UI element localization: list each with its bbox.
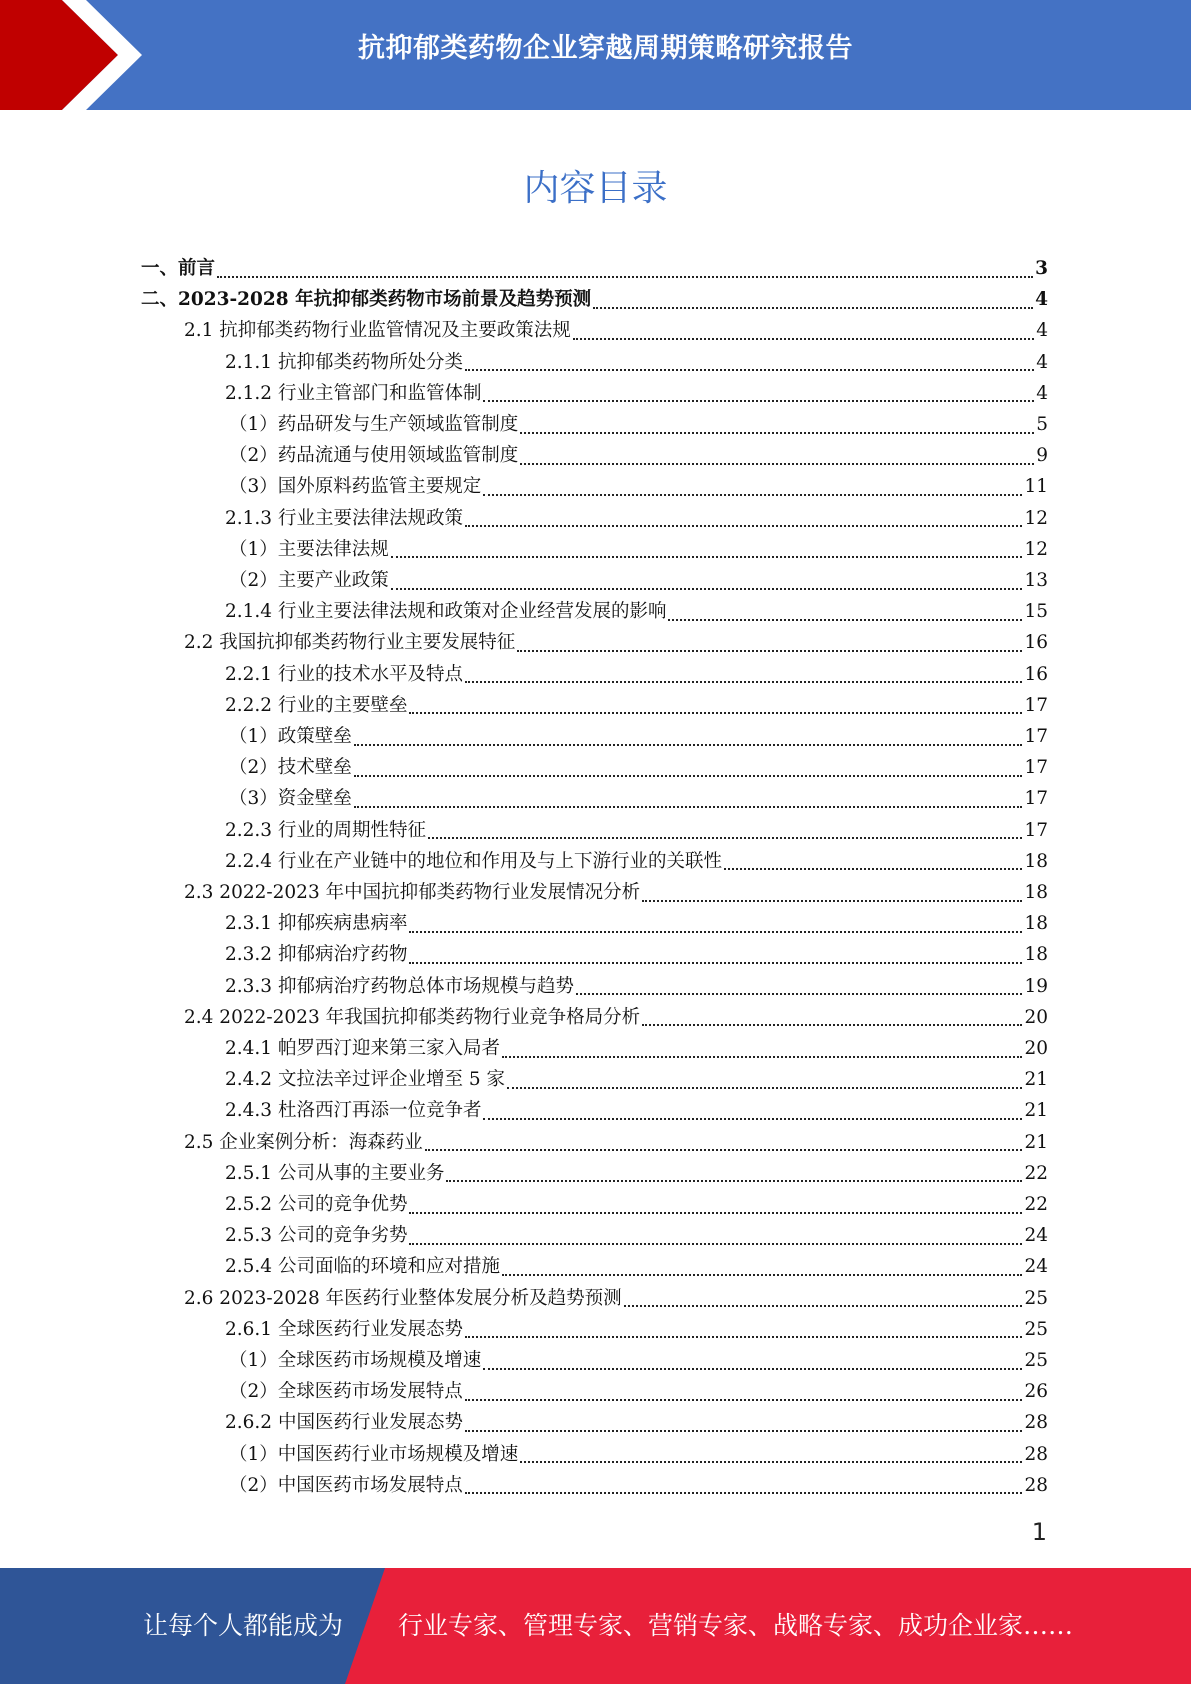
toc-leader-dots [465,369,1034,371]
toc-entry-text: 2.5.2 公司的竞争优势 [225,1194,408,1215]
toc-entry-text: 2.6.2 中国医药行业发展态势 [225,1412,463,1434]
toc-entry-page: 18 [1024,913,1048,935]
toc-entry-page: 18 [1024,850,1048,872]
toc-entry[interactable] [141,253,1048,284]
toc-entry[interactable] [225,690,1048,721]
toc-entry[interactable] [184,627,1048,658]
toc-entry[interactable] [229,409,1048,440]
toc-entry-text: 2.2 我国抗抑郁类药物行业主要发展特征 [184,632,516,654]
toc-entry-text: （2）全球医药市场发展特点 [229,1381,463,1403]
toc-entry-text: （2）药品流通与使用领域监管制度 [229,445,519,467]
toc-entry-text: （2）主要产业政策 [229,570,389,591]
toc-entry-page: 20 [1024,1038,1048,1059]
footer-slogan-right: 行业专家、管理专家、营销专家、战略专家、成功企业家…… [398,1611,1074,1640]
toc-leader-dots [483,400,1034,402]
toc-entry-page: 26 [1024,1381,1048,1403]
toc-leader-dots [520,432,1034,434]
toc-entry-page: 18 [1024,882,1048,903]
toc-leader-dots [465,1430,1022,1432]
toc-leader-dots [409,962,1022,964]
toc-entry-page: 28 [1024,1412,1048,1434]
toc-entry-page: 24 [1024,1256,1048,1278]
toc-entry[interactable] [225,596,1048,627]
toc-entry-text: 2.2.2 行业的主要壁垒 [225,694,408,716]
toc-entry-page: 21 [1024,1131,1048,1153]
toc-entry-page: 15 [1024,601,1048,623]
toc-entry[interactable] [184,877,1048,908]
toc-leader-dots [425,1149,1023,1151]
toc-leader-dots [483,1368,1022,1370]
toc-entry[interactable] [225,503,1048,534]
toc-leader-dots [354,806,1023,808]
toc-entry-page: 17 [1024,788,1048,810]
toc-entry[interactable] [225,846,1048,877]
toc-entry-page: 3 [1035,258,1048,279]
toc-entry[interactable] [229,1376,1048,1407]
toc-entry[interactable] [184,1127,1048,1158]
toc-entry-page: 4 [1036,320,1048,342]
toc-entry-text: 2.3.3 抑郁病治疗药物总体市场规模与趋势 [225,975,574,997]
toc-entry-page: 11 [1024,476,1048,498]
toc-leader-dots [409,712,1022,714]
toc-entry-page: 21 [1024,1100,1048,1122]
toc-entry-text: 2.6 2023-2028 年医药行业整体发展分析及趋势预测 [184,1287,622,1309]
toc-entry[interactable] [225,1095,1048,1126]
toc-leader-dots [465,1336,1022,1338]
toc-entry-text: 一、前言 [141,258,216,279]
toc-entry-text: 2.4 2022-2023 年我国抗抑郁类药物行业竞争格局分析 [184,1006,641,1028]
toc-entry[interactable] [225,1189,1048,1220]
toc-leader-dots [724,868,1022,870]
toc-entry-page: 19 [1024,975,1048,997]
toc-entry-page: 22 [1024,1162,1048,1184]
toc-entry[interactable] [229,1470,1048,1501]
toc-leader-dots [409,1243,1022,1245]
toc-leader-dots [409,1212,1022,1214]
toc-entry-text: （1）主要法律法规 [229,538,389,560]
toc-leader-dots [668,619,1022,621]
toc-entry-page: 28 [1024,1474,1048,1496]
toc-entry-text: 2.5.3 公司的竞争劣势 [225,1225,408,1247]
page-header [0,0,1191,110]
toc-entry-text: 2.1.1 抗抑郁类药物所处分类 [225,351,463,373]
toc-entry-page: 22 [1024,1194,1048,1215]
toc-entry[interactable] [225,378,1048,409]
toc-entry[interactable] [225,971,1048,1002]
toc-leader-dots [517,650,1022,652]
toc-leader-dots [391,556,1023,558]
toc-leader-dots [502,1274,1022,1276]
toc-leader-dots [576,993,1022,995]
toc-leader-dots [217,276,1033,278]
toc-leader-dots [624,1305,1023,1307]
toc-entry[interactable] [229,1345,1048,1376]
toc-entry-page: 25 [1024,1318,1048,1340]
toc-entry[interactable] [225,1314,1048,1345]
toc-entry-text: 2.1.3 行业主要法律法规政策 [225,507,463,529]
toc-entry[interactable] [225,1158,1048,1189]
toc-entry[interactable] [225,1220,1048,1251]
toc-entry[interactable] [229,721,1048,752]
toc-entry[interactable] [229,471,1048,502]
toc-entry[interactable] [184,1283,1048,1314]
toc-entry[interactable] [184,315,1048,346]
toc-leader-dots [446,1180,1022,1182]
toc-leader-dots [642,1024,1022,1026]
toc-entry-text: （3）资金壁垒 [229,788,352,810]
toc-entry-page: 17 [1024,726,1048,747]
toc-entry-page: 12 [1024,507,1048,529]
toc-entry-page: 17 [1024,819,1048,841]
toc-entry[interactable] [229,783,1048,814]
toc-entry[interactable] [225,1251,1048,1282]
toc-entry-page: 4 [1036,351,1048,373]
toc-entry[interactable] [229,440,1048,471]
toc-entry-page: 18 [1024,944,1048,966]
toc-leader-dots [502,1056,1022,1058]
toc-entry-text: 2.5 企业案例分析：海森药业 [184,1131,423,1153]
toc-leader-dots [593,307,1033,309]
toc-entry-page: 17 [1024,757,1048,779]
toc-entry-text: 2.1 抗抑郁类药物行业监管情况及主要政策法规 [184,320,571,342]
toc-entry[interactable] [225,815,1048,846]
toc-entry-text: 2.3 2022-2023 年中国抗抑郁类药物行业发展情况分析 [184,882,641,903]
toc-entry-page: 25 [1024,1350,1048,1371]
page-number: 1 [1031,1518,1047,1546]
toc-entry-text: 2.3.2 抑郁病治疗药物 [225,944,408,966]
toc-entry[interactable] [225,347,1048,378]
toc-entry-text: （1）药品研发与生产领域监管制度 [229,414,519,435]
toc-entry[interactable] [184,1002,1048,1033]
toc-entry-text: 2.2.4 行业在产业链中的地位和作用及与上下游行业的关联性 [225,850,722,872]
toc-entry-page: 24 [1024,1225,1048,1247]
toc-leader-dots [520,1461,1022,1463]
toc-entry[interactable] [225,659,1048,690]
toc-entry[interactable] [229,1439,1048,1470]
toc-entry-text: 2.2.3 行业的周期性特征 [225,819,426,841]
toc-title: 内容目录 [523,168,668,209]
toc-entry-page: 4 [1036,382,1048,404]
toc-entry-text: （2）技术壁垒 [229,757,352,779]
toc-leader-dots [465,525,1022,527]
toc-entry-text: （2）中国医药市场发展特点 [229,1474,463,1496]
toc-leader-dots [642,900,1022,902]
toc-entry-text: 2.4.2 文拉法辛过评企业增至 5 家 [225,1069,505,1091]
toc-entry[interactable] [141,284,1048,315]
footer-slogan-left: 让每个人都能成为 [143,1611,344,1640]
toc-entry-page: 25 [1024,1287,1048,1309]
toc-entry-page: 9 [1036,445,1048,467]
toc-leader-dots [507,1087,1022,1089]
page-footer [0,1568,1191,1684]
toc-entry-page: 28 [1024,1443,1048,1465]
toc-entry-text: 2.4.3 杜洛西汀再添一位竞争者 [225,1100,482,1122]
toc-entry-page: 21 [1024,1069,1048,1091]
toc-entry[interactable] [225,908,1048,939]
toc-entry-text: 2.6.1 全球医药行业发展态势 [225,1318,463,1340]
toc-leader-dots [573,338,1034,340]
toc-leader-dots [520,463,1034,465]
toc-entry-text: 2.1.2 行业主管部门和监管体制 [225,382,482,404]
toc-leader-dots [483,494,1022,496]
toc-entry-text: 2.5.4 公司面临的环境和应对措施 [225,1256,500,1278]
toc-entry[interactable] [225,1064,1048,1095]
toc-leader-dots [465,681,1022,683]
toc-leader-dots [409,931,1022,933]
toc-entry-text: 2.2.1 行业的技术水平及特点 [225,663,463,685]
toc-leader-dots [354,744,1023,746]
toc-entry-page: 16 [1024,632,1048,654]
toc-leader-dots [465,1492,1023,1494]
toc-leader-dots [483,1118,1022,1120]
report-title: 抗抑郁类药物企业穿越周期策略研究报告 [358,33,853,64]
toc-entry-page: 20 [1024,1006,1048,1028]
toc-entry[interactable] [225,939,1048,970]
toc-leader-dots [354,775,1023,777]
toc-entry-text: 2.4.1 帕罗西汀迎来第三家入局者 [225,1038,500,1059]
toc-leader-dots [465,1399,1023,1401]
toc-entry[interactable] [229,752,1048,783]
toc-entry-text: 2.1.4 行业主要法律法规和政策对企业经营发展的影响 [225,601,667,623]
toc-entry-text: 2.3.1 抑郁疾病患病率 [225,913,408,935]
toc-entry-text: 2.5.1 公司从事的主要业务 [225,1162,445,1184]
toc-leader-dots [428,837,1022,839]
toc-entry[interactable] [225,1033,1048,1064]
toc-entry-text: （1）中国医药行业市场规模及增速 [229,1443,519,1465]
toc-entry[interactable] [225,1407,1048,1438]
toc-entry[interactable] [229,534,1048,565]
toc-entry-page: 16 [1024,663,1048,685]
toc-entry-page: 4 [1035,289,1048,311]
toc-entry-page: 17 [1024,694,1048,716]
toc-entry-page: 13 [1024,570,1048,591]
toc-leader-dots [391,588,1023,590]
toc-entry-text: （1）全球医药市场规模及增速 [229,1350,482,1371]
toc-entry-page: 5 [1036,414,1048,435]
toc-entry[interactable] [229,565,1048,596]
toc-entry-page: 12 [1024,538,1048,560]
toc-entry-text: （3）国外原料药监管主要规定 [229,476,482,498]
toc-entry-text: （1）政策壁垒 [229,726,352,747]
toc-entry-text: 二、2023-2028 年抗抑郁类药物市场前景及趋势预测 [141,289,592,311]
